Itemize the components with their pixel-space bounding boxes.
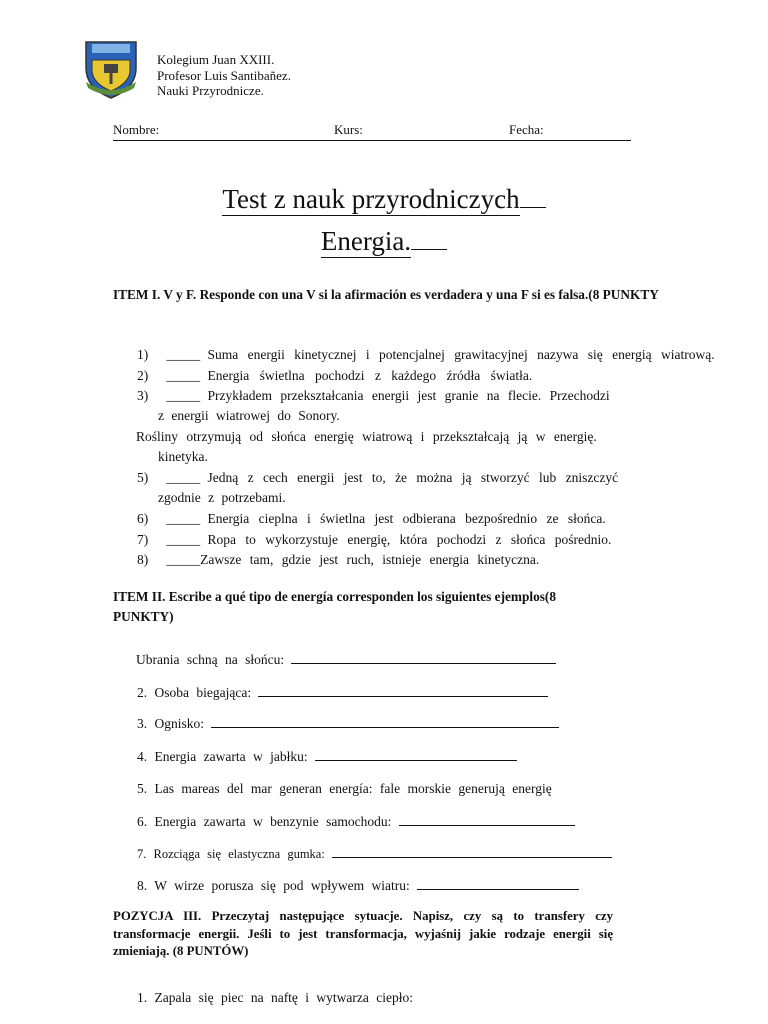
subject-name: Nauki Przyrodnicze.	[157, 83, 264, 98]
teacher-name: Profesor Luis Santibañez.	[157, 67, 291, 83]
school-info	[157, 52, 291, 99]
item1-question-7: 7) _____ Ropa to wykorzystuje energię, która pochodzi z słońca pośrednio.	[137, 532, 612, 547]
title-line-2: Energia.	[320, 226, 412, 256]
item1-question-8: 8) _____Zawsze tam, gdzie jest ruch, istnieje energia kinetyczna.	[137, 552, 540, 567]
item1-question-5-cont: zgodnie z potrzebami.	[158, 490, 286, 505]
item1-question-6: 6) _____ Energia cieplna i świetlna jest odbierana bezpośrednio ze słońca.	[137, 511, 606, 526]
item2-question-3: 3. Ognisko:	[137, 714, 559, 734]
student-fields-row	[113, 122, 631, 141]
item2-question-4: 4. Energia zawarta w jabłku:	[137, 747, 517, 767]
course-field-label: Kurs:	[334, 122, 363, 137]
item1-question-2: 2) _____ Energia świetlna pochodzi z każdego źródła światła.	[137, 368, 533, 383]
item1-heading: ITEM I. V y F. Responde con una V si la afirmación es verdadera y una F si es falsa.(8 PUNKTY	[113, 287, 659, 302]
item3-question-1: 1. Zapala się piec na naftę i wytwarza ciepło:	[137, 990, 414, 1005]
item2-question-7: 7. Rozciąga się elastyczna gumka:	[137, 844, 612, 864]
page-title	[0, 184, 768, 215]
item1-question-3: 3) _____ Przykładem przekształcania energii jest granie na flecie. Przechodzi	[137, 388, 610, 403]
date-field-label: Fecha:	[509, 122, 544, 137]
item1-question-4-cont: kinetyka.	[158, 449, 208, 464]
item2-heading: ITEM II. Escribe a qué tipo de energía corresponden los siguientes ejemplos(8 PUNKTY)	[113, 589, 556, 624]
page-subtitle	[0, 226, 768, 257]
title-line-1: Test z nauk przyrodniczych	[222, 184, 520, 214]
item2-question-1: Ubrania schną na słońcu:	[136, 650, 556, 670]
item2-question-6: 6. Energia zawarta w benzynie samochodu:	[137, 812, 575, 832]
item1-question-1: 1) _____ Suma energii kinetycznej i potencjalnej grawitacyjnej nazywa się energią wiatrową.	[137, 347, 715, 362]
school-name: Kolegium Juan XXIII.	[157, 52, 275, 67]
item2-question-2: 2. Osoba biegająca:	[137, 683, 548, 703]
item1-question-3-cont: z energii wiatrowej do Sonory.	[158, 408, 340, 423]
item3-heading: POZYCJA III. Przeczytaj następujące sytuacje. Napisz, czy są to transfery czy transformacje energii. Jeśli to jest transformacja, wyjaśnij jakie rodzaje energii się zmieniają. (8 PUNTÓW)	[113, 909, 613, 958]
name-field-label: Nombre:	[113, 122, 160, 137]
item1-question-5: 5) _____ Jedną z cech energii jest to, że można ją stworzyć lub zniszczyć	[137, 470, 619, 485]
item1-question-4: Rośliny otrzymują od słońca energię wiatrową i przekształcają ją w energię.	[136, 429, 597, 444]
item2-question-8: 8. W wirze porusza się pod wpływem wiatru:	[137, 876, 579, 896]
item2-question-5: 5. Las mareas del mar generan energía: fale morskie generują energię	[137, 781, 552, 796]
school-crest-logo	[80, 38, 142, 100]
